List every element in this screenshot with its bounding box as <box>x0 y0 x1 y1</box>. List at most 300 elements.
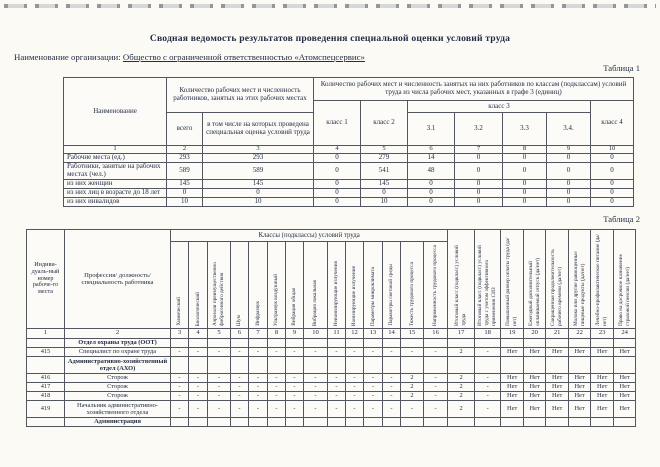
table-cell: Нет <box>614 401 636 418</box>
table-cell: 8 <box>268 329 286 339</box>
table-cell: 11 <box>328 329 346 339</box>
table-cell: - <box>364 348 383 357</box>
table-cell <box>346 339 364 348</box>
table-cell: 0 <box>203 189 314 198</box>
table-cell: - <box>189 374 208 383</box>
table-cell <box>524 357 546 374</box>
table-cell <box>27 357 65 374</box>
table-cell: 589 <box>203 163 314 180</box>
table-cell: - <box>424 348 448 357</box>
table-cell: 4 <box>314 146 361 154</box>
table-cell: 0 <box>547 180 591 189</box>
table-cell <box>364 357 383 374</box>
table-cell: - <box>286 383 304 392</box>
table-cell <box>424 242 448 329</box>
table-cell <box>208 339 231 348</box>
table-cell <box>27 339 65 348</box>
t2-header-final-class: Итоговый класс (подкласс) условий труда <box>454 245 468 326</box>
table-cell: Нет <box>546 348 569 357</box>
table-cell: 293 <box>203 154 314 163</box>
t2-factor-infrasound: Инфразвук <box>254 301 261 326</box>
table-cell <box>208 418 231 427</box>
table-cell: 0 <box>408 180 455 189</box>
table-cell: из них женщин <box>64 180 167 189</box>
table-cell: Нет <box>591 401 614 418</box>
table-cell: 24 <box>614 329 636 339</box>
table-cell <box>591 357 614 374</box>
table-cell: Нет <box>524 374 546 383</box>
table-cell: 9 <box>286 329 304 339</box>
t2-factor-noise: Шум <box>236 314 243 326</box>
table-cell: 0 <box>455 154 503 163</box>
table-row <box>27 374 636 383</box>
table-cell: 10 <box>167 197 203 206</box>
table-cell: - <box>249 392 268 401</box>
section-row <box>27 339 636 348</box>
table-cell: - <box>171 401 189 418</box>
table-cell: 0 <box>314 197 361 206</box>
table-cell: Нет <box>546 401 569 418</box>
table-cell: 293 <box>167 154 203 163</box>
t2-factor-chemical: Химический <box>176 297 183 326</box>
document-title: Сводная ведомость результатов проведения специальной оценки условий труда <box>149 33 511 44</box>
t1-header-assessed: в том числе на которых проведена специальная оценка условий труда <box>203 113 314 146</box>
table-cell: 145 <box>167 180 203 189</box>
table-cell: 2 <box>401 392 424 401</box>
table-cell: Нет <box>501 383 524 392</box>
table-row <box>64 197 634 206</box>
table-cell: 14 <box>383 329 401 339</box>
t2-factor-biological: Биологический <box>194 291 201 326</box>
section-label: Отдел охраны труда (ООТ) <box>65 339 171 348</box>
table-cell: 0 <box>547 154 591 163</box>
table-cell <box>364 339 383 348</box>
table-cell <box>475 339 501 348</box>
t2-factor-vibration-local: Вибрация локальная <box>312 279 319 326</box>
table-cell: Нет <box>569 383 591 392</box>
profession: Сторож <box>65 383 171 392</box>
table-cell: 12 <box>346 329 364 339</box>
table-cell: Нет <box>501 401 524 418</box>
table-cell: - <box>249 374 268 383</box>
t1-header-class32: 3.2 <box>455 113 503 146</box>
table-cell <box>501 418 524 427</box>
table-cell: 3 <box>203 146 314 154</box>
workplace-id: 417 <box>27 383 65 392</box>
workplace-id: 419 <box>27 401 65 418</box>
table-cell <box>383 339 401 348</box>
table-cell: - <box>424 392 448 401</box>
table-cell <box>171 418 189 427</box>
table-cell: Нет <box>569 401 591 418</box>
table-cell: Нет <box>614 383 636 392</box>
table-cell: - <box>208 392 231 401</box>
table-cell: 145 <box>361 180 408 189</box>
table-cell: - <box>424 383 448 392</box>
table-cell: - <box>231 374 249 383</box>
table-cell <box>569 418 591 427</box>
table-cell: 20 <box>524 329 546 339</box>
table-cell: 0 <box>503 180 547 189</box>
table-cell <box>286 242 304 329</box>
section-row <box>27 418 636 427</box>
table-cell: - <box>208 374 231 383</box>
table2-workplaces <box>26 229 636 427</box>
table-cell <box>424 339 448 348</box>
table-cell: 589 <box>167 163 203 180</box>
table-cell: 0 <box>547 163 591 180</box>
table-cell: 0 <box>455 197 503 206</box>
profession: Начальник административно-хозяйственного отдела <box>65 401 171 418</box>
table-cell: - <box>304 374 328 383</box>
table-cell: - <box>364 374 383 383</box>
organization-name: Общество с ограниченной ответственностью «Атомспецсервис» <box>122 52 365 62</box>
table-cell: Нет <box>591 392 614 401</box>
element <box>64 78 634 101</box>
table-row <box>64 180 634 189</box>
table-cell: 10 <box>203 197 314 206</box>
table-cell: - <box>346 348 364 357</box>
table-cell: - <box>424 374 448 383</box>
table-cell <box>364 418 383 427</box>
table-cell: 0 <box>408 189 455 198</box>
table-cell <box>401 357 424 374</box>
table-cell: - <box>475 348 501 357</box>
t1-header-group-right: Количество рабочих мест и численность занятых на них работников по классам (подклассам) условий труда из числа рабочих мест, указанных в графе 3 (единиц) <box>314 78 634 101</box>
profession: Сторож <box>65 392 171 401</box>
table-cell: - <box>364 401 383 418</box>
t2-factor-severity: Тяжесть трудового процесса <box>408 261 415 326</box>
table-cell: Рабочие места (ед.) <box>64 154 167 163</box>
table-cell <box>569 357 591 374</box>
t1-header-class33: 3.3 <box>503 113 547 146</box>
table-cell: - <box>401 348 424 357</box>
table-cell <box>249 242 268 329</box>
table-cell: 0 <box>408 197 455 206</box>
profession: Сторож <box>65 374 171 383</box>
table-cell <box>546 418 569 427</box>
table-cell: 0 <box>547 197 591 206</box>
table-cell: 14 <box>408 154 455 163</box>
table-cell: - <box>304 392 328 401</box>
table-row <box>27 392 636 401</box>
table-cell <box>286 418 304 427</box>
table-cell: 0 <box>591 163 634 180</box>
organization-line <box>14 52 365 62</box>
table-cell <box>304 418 328 427</box>
table-cell <box>569 230 591 329</box>
table-cell: - <box>346 401 364 418</box>
table-cell: - <box>383 374 401 383</box>
section-row <box>27 357 636 374</box>
table-cell <box>328 418 346 427</box>
t1-header-class34: 3.4. <box>547 113 591 146</box>
t2-header-milk: Молоко или другие равноценные пищевые продукты (да/нет) <box>572 251 586 326</box>
table-cell: 3 <box>171 329 189 339</box>
table-cell: - <box>304 401 328 418</box>
t2-header-hours: Сокращенная продолжительность рабочего времени (да/нет) <box>550 249 564 326</box>
table-cell <box>448 418 475 427</box>
table-cell: - <box>475 374 501 383</box>
table-cell: 0 <box>503 154 547 163</box>
table-cell: 0 <box>503 189 547 198</box>
table-cell: - <box>249 383 268 392</box>
workplace-id: 415 <box>27 348 65 357</box>
table-cell <box>524 230 546 329</box>
table-cell <box>328 357 346 374</box>
table-cell: - <box>346 383 364 392</box>
table-cell <box>448 357 475 374</box>
table-cell: - <box>268 348 286 357</box>
table-cell <box>614 339 636 348</box>
table-row <box>27 383 636 392</box>
table-cell <box>401 418 424 427</box>
table-cell: Нет <box>591 383 614 392</box>
t2-factor-nonionizing: Неионизирующие излучения <box>333 260 340 326</box>
table-cell: - <box>328 374 346 383</box>
table-cell <box>401 242 424 329</box>
table-cell: - <box>286 401 304 418</box>
table-cell: - <box>304 348 328 357</box>
table-cell <box>286 357 304 374</box>
table-cell: из них лиц в возрасте до 18 лет <box>64 189 167 198</box>
table-cell: - <box>328 401 346 418</box>
table-cell <box>249 339 268 348</box>
table-cell <box>171 339 189 348</box>
table-cell: Нет <box>501 374 524 383</box>
table-cell <box>304 242 328 329</box>
table-cell: 6 <box>231 329 249 339</box>
table-cell <box>208 242 231 329</box>
table-cell: - <box>231 401 249 418</box>
table-cell <box>501 339 524 348</box>
table-cell <box>383 357 401 374</box>
table-cell: - <box>171 348 189 357</box>
t1-header-name: Наименование <box>64 78 167 146</box>
table-cell <box>268 418 286 427</box>
table-cell <box>364 242 383 329</box>
table-cell <box>189 242 208 329</box>
t1-header-class4: класс 4 <box>591 101 634 146</box>
table-cell: Нет <box>614 348 636 357</box>
table-cell: Нет <box>569 348 591 357</box>
table-cell: - <box>304 383 328 392</box>
table-cell <box>249 418 268 427</box>
table-cell: - <box>231 392 249 401</box>
table-cell: 13 <box>364 329 383 339</box>
table-cell: 0 <box>547 189 591 198</box>
table-cell <box>614 230 636 329</box>
table-cell <box>591 339 614 348</box>
table-row <box>27 401 636 418</box>
table-cell: 2 <box>65 329 171 339</box>
t2-header-pension: Право на досрочное назначение страховой пенсии (да/нет) <box>617 254 631 326</box>
table-cell <box>208 357 231 374</box>
t2-factor-aerosols: Аэрозоли преимущественно фиброгенного действия <box>212 262 225 326</box>
table-cell: 19 <box>501 329 524 339</box>
table-cell: Нет <box>591 374 614 383</box>
table-cell: Нет <box>524 401 546 418</box>
table-cell <box>171 242 189 329</box>
table-cell <box>546 339 569 348</box>
table-cell <box>383 418 401 427</box>
table-cell: 0 <box>455 180 503 189</box>
table-cell: - <box>383 383 401 392</box>
table-cell: 2 <box>448 392 475 401</box>
table-cell: 21 <box>546 329 569 339</box>
table-cell: - <box>189 392 208 401</box>
table-cell: - <box>171 383 189 392</box>
table-cell: - <box>231 348 249 357</box>
table-cell <box>424 418 448 427</box>
table-cell: 2 <box>448 374 475 383</box>
table-cell: Нет <box>569 374 591 383</box>
scan-edge-marks <box>4 4 656 8</box>
table-cell: 0 <box>591 189 634 198</box>
t1-header-class3: класс 3 <box>408 101 591 113</box>
table-cell <box>231 418 249 427</box>
table-cell: - <box>249 348 268 357</box>
table-cell: 1 <box>27 329 65 339</box>
table1-summary <box>63 77 634 207</box>
table-cell: Нет <box>569 392 591 401</box>
table-cell: 0 <box>591 154 634 163</box>
table-cell: 7 <box>249 329 268 339</box>
table-cell: - <box>208 401 231 418</box>
table-cell: - <box>364 392 383 401</box>
table-cell <box>286 339 304 348</box>
table1-caption: Таблица 1 <box>603 63 640 73</box>
table-cell: - <box>268 392 286 401</box>
table-cell: 4 <box>189 329 208 339</box>
table-cell <box>501 230 524 329</box>
t2-header-pay: Повышенный размер оплаты труда (да/нет) <box>505 237 519 326</box>
table-cell <box>614 357 636 374</box>
t2-header-profession: Профессия/ должность/ специальность работника <box>65 230 171 329</box>
t1-header-class31: 3.1 <box>408 113 455 146</box>
t2-factor-vibration-general: Вибрация общая <box>291 288 298 326</box>
table-cell: 1 <box>64 146 167 154</box>
table-cell: - <box>268 383 286 392</box>
t2-factor-ultrasound: Ультразвук воздушный <box>273 273 280 326</box>
table-cell: 10 <box>361 197 408 206</box>
table-cell <box>546 230 569 329</box>
table-cell <box>346 242 364 329</box>
table-cell <box>591 230 614 329</box>
table-cell: 0 <box>591 197 634 206</box>
table-cell: - <box>189 401 208 418</box>
table-cell: - <box>346 392 364 401</box>
table-cell: 2 <box>167 146 203 154</box>
table-cell: Нет <box>546 392 569 401</box>
table-cell: 5 <box>208 329 231 339</box>
table-cell: 2 <box>448 383 475 392</box>
table-cell: Нет <box>524 392 546 401</box>
table-cell: - <box>249 401 268 418</box>
table-cell <box>524 418 546 427</box>
table-cell <box>475 230 501 329</box>
table-cell: 16 <box>424 329 448 339</box>
table-cell <box>569 339 591 348</box>
table-cell <box>171 357 189 374</box>
table-cell <box>524 339 546 348</box>
table-cell <box>268 339 286 348</box>
table-cell <box>268 357 286 374</box>
table-cell: 23 <box>591 329 614 339</box>
table-cell: 15 <box>401 329 424 339</box>
table-cell: 10 <box>304 329 328 339</box>
table-cell: Нет <box>501 392 524 401</box>
table-cell: 10 <box>591 146 634 154</box>
t1-header-class1: класс 1 <box>314 101 361 146</box>
table-cell: - <box>346 374 364 383</box>
table-cell: 8 <box>503 146 547 154</box>
table-cell: - <box>401 401 424 418</box>
t2-header-id: Индиви-дуаль-ный номер рабоче-го места <box>27 230 65 329</box>
t1-header-class2: класс 2 <box>361 101 408 146</box>
table-cell: - <box>364 383 383 392</box>
table-cell <box>475 357 501 374</box>
table-row <box>64 154 634 163</box>
workplace-id: 418 <box>27 392 65 401</box>
table-cell: 2 <box>401 383 424 392</box>
table-cell <box>268 242 286 329</box>
table-cell: - <box>286 374 304 383</box>
table-cell <box>304 339 328 348</box>
table-cell <box>304 357 328 374</box>
table-cell: - <box>328 392 346 401</box>
table-cell <box>231 339 249 348</box>
profession: Специалист по охране труда <box>65 348 171 357</box>
element <box>27 329 636 339</box>
table-cell: 0 <box>314 180 361 189</box>
table-cell: - <box>268 401 286 418</box>
table-cell <box>249 357 268 374</box>
table-cell: Нет <box>546 374 569 383</box>
table-cell <box>448 230 475 329</box>
t2-header-nutrition: Лечебно-профилактическое питание (да/нет) <box>595 234 609 326</box>
table-row <box>27 348 636 357</box>
table-cell: - <box>383 392 401 401</box>
t2-factor-ionizing: Ионизирующие излучения <box>351 265 358 326</box>
table-cell: - <box>171 374 189 383</box>
element <box>64 146 634 154</box>
table-cell: - <box>286 392 304 401</box>
table-cell: - <box>424 401 448 418</box>
table-cell: 6 <box>408 146 455 154</box>
table-cell: Нет <box>546 383 569 392</box>
table-cell: - <box>208 348 231 357</box>
table-cell: 145 <box>203 180 314 189</box>
organization-label: Наименование организации: <box>14 52 121 62</box>
t1-header-group-left: Количество рабочих мест и численность работников, занятых на этих рабочих местах <box>167 78 314 113</box>
table-cell: 0 <box>314 154 361 163</box>
table-cell: - <box>171 392 189 401</box>
table-cell: 48 <box>408 163 455 180</box>
table-cell <box>189 339 208 348</box>
table-cell: Нет <box>591 348 614 357</box>
t2-factor-intensity: Напряженность трудового процесса <box>432 244 439 326</box>
table-cell: Нет <box>524 348 546 357</box>
table-cell <box>231 357 249 374</box>
t2-factor-light: Параметры световой среды <box>388 264 395 326</box>
table-cell: Работники, занятые на рабочих местах (чел.) <box>64 163 167 180</box>
table-cell: 279 <box>361 154 408 163</box>
table-cell: - <box>328 383 346 392</box>
table-cell: 2 <box>401 374 424 383</box>
table-row <box>64 189 634 198</box>
table-cell <box>189 418 208 427</box>
